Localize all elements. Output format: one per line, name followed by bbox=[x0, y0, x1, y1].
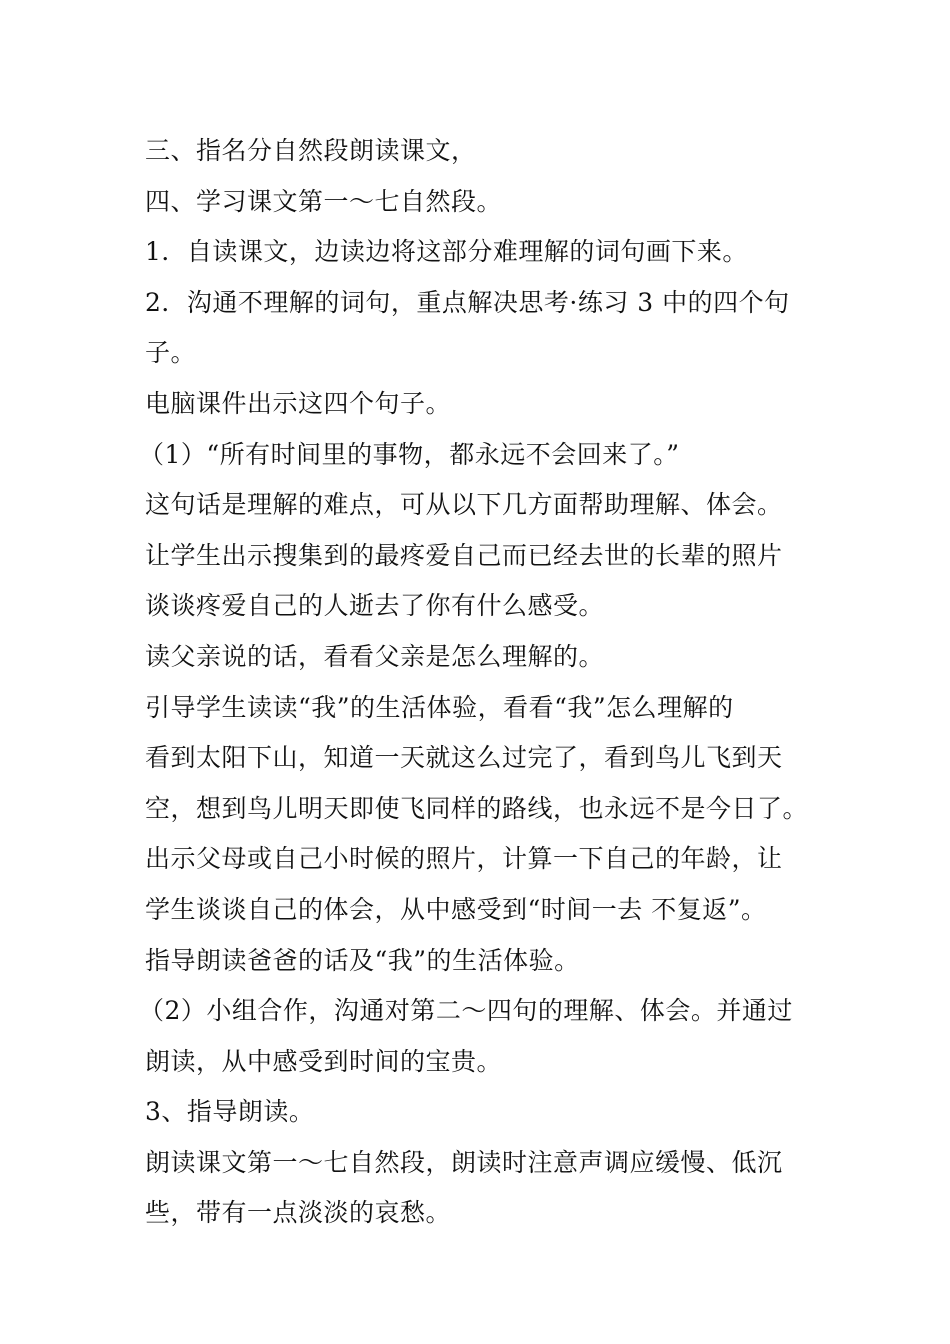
text-line-3: 1．自读课文，边读边将这部分难理解的词句画下来。 bbox=[145, 237, 748, 267]
text-line-19: 朗读，从中感受到时间的宝贵。 bbox=[145, 1046, 503, 1076]
text-line-18: （2）小组合作，沟通对第二～四句的理解、体会。并通过 bbox=[139, 996, 793, 1026]
text-line-7: （1）“所有时间里的事物，都永远不会回来了。” bbox=[139, 439, 680, 469]
text-line-14: 空，想到鸟儿明天即使飞同样的路线，也永远不是今日了。 bbox=[145, 793, 809, 823]
text-line-17: 指导朗读爸爸的话及“我”的生活体验。 bbox=[145, 945, 580, 975]
text-line-15: 出示父母或自己小时候的照片，计算一下自己的年龄，让 bbox=[145, 844, 783, 874]
text-line-13: 看到太阳下山，知道一天就这么过完了，看到鸟儿飞到天 bbox=[145, 743, 783, 773]
text-line-8: 这句话是理解的难点，可从以下几方面帮助理解、体会。 bbox=[145, 490, 783, 520]
text-line-1: 三、指名分自然段朗读课文， bbox=[145, 136, 477, 165]
text-line-9: 让学生出示搜集到的最疼爱自己而已经去世的长辈的照片 bbox=[145, 540, 783, 570]
text-line-4: 2．沟通不理解的词句，重点解决思考·练习 3 中的四个句 bbox=[145, 287, 790, 317]
text-line-21: 朗读课文第一～七自然段，朗读时注意声调应缓慢、低沉 bbox=[145, 1147, 783, 1177]
text-line-11: 读父亲说的话，看看父亲是怎么理解的。 bbox=[145, 641, 605, 671]
text-line-5: 子。 bbox=[145, 338, 197, 368]
text-line-10: 谈谈疼爱自己的人逝去了你有什么感受。 bbox=[145, 591, 605, 621]
text-line-22: 些，带有一点淡淡的哀愁。 bbox=[145, 1198, 452, 1228]
document-body bbox=[139, 126, 810, 1239]
text-line-2: 四、学习课文第一～七自然段。 bbox=[145, 186, 503, 216]
text-line-12: 引导学生读读“我”的生活体验，看看“我”怎么理解的 bbox=[145, 692, 734, 722]
text-line-16: 学生谈谈自己的体会，从中感受到“时间一去 不复返”。 bbox=[145, 894, 767, 924]
text-line-6: 电脑课件出示这四个句子。 bbox=[145, 388, 452, 418]
text-line-20: 3、指导朗读。 bbox=[145, 1097, 315, 1127]
